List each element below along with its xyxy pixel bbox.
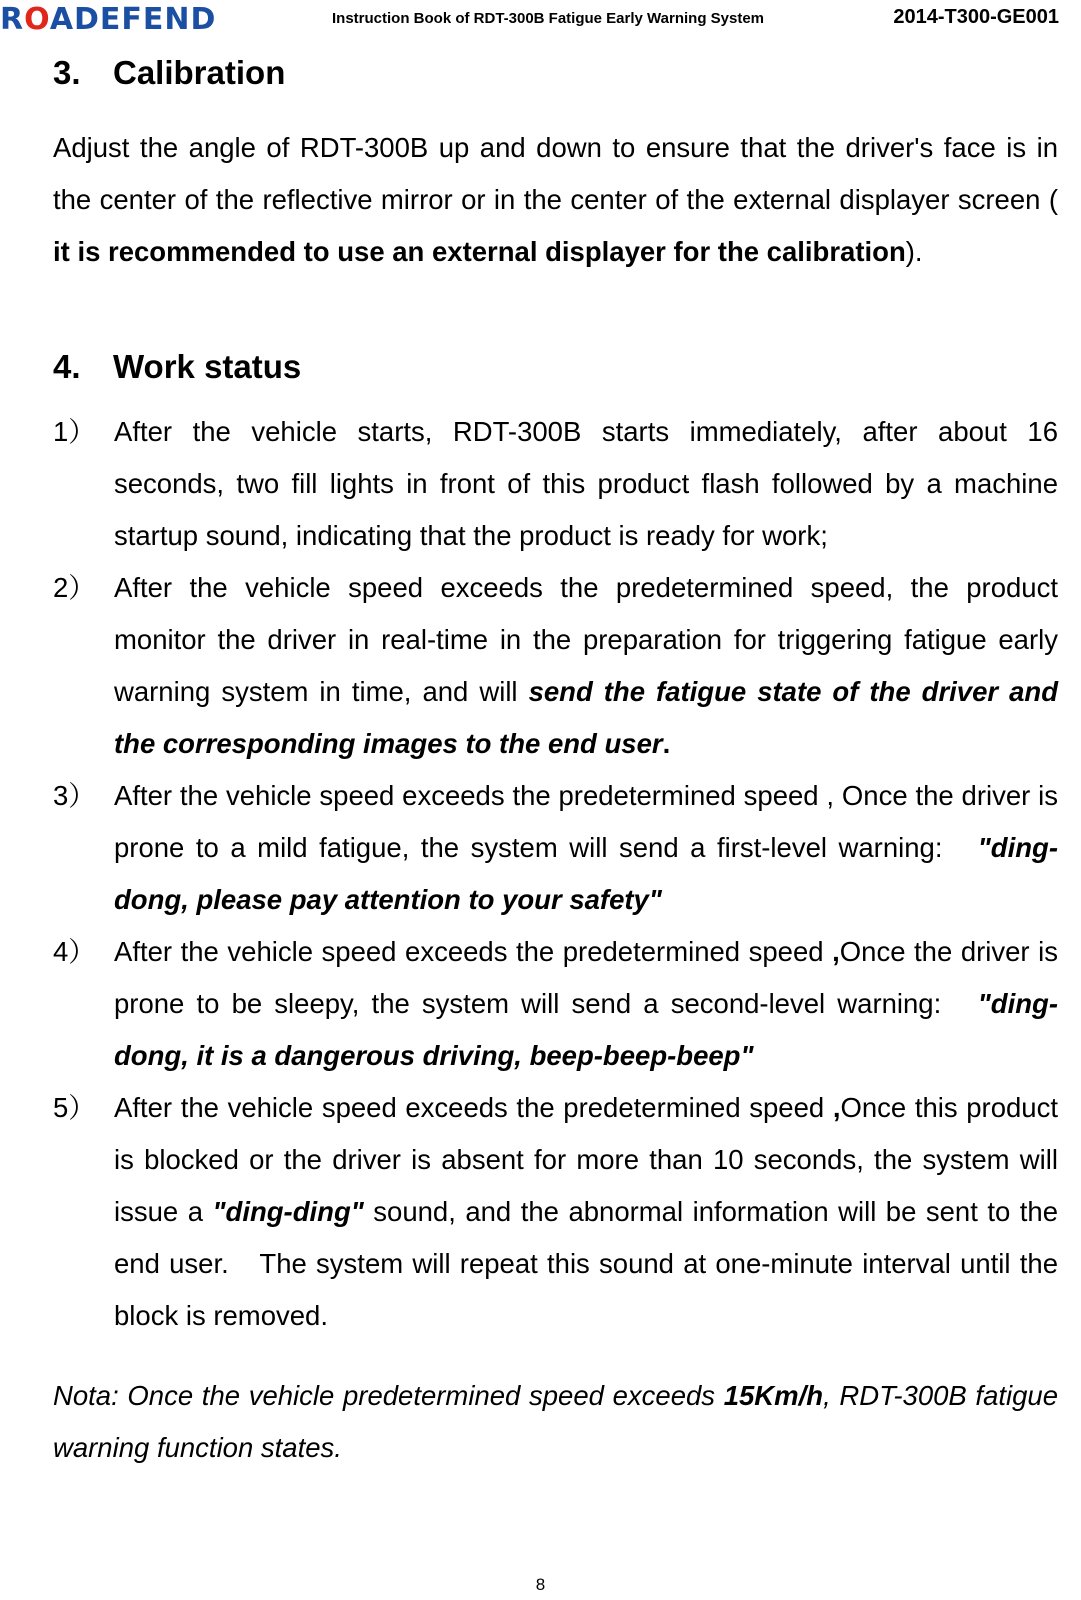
calibration-paragraph [53, 122, 1058, 278]
calibration-text: Adjust the angle of RDT-300B up and down to ensure that the driver's face is in the center of the reflective mirror or in the center of the external displayer screen ( [53, 132, 1058, 215]
warning-quote: "ding-ding" [212, 1196, 364, 1227]
section-3-number: 3. [53, 54, 81, 91]
list-item-text [114, 1082, 1058, 1342]
page-header [0, 0, 1081, 40]
company-logo: ROADEFEND [0, 2, 217, 37]
note-paragraph [53, 1370, 1058, 1474]
list-item-comma: , [832, 936, 840, 967]
list-item-index: 1） [53, 416, 96, 447]
list-item-body-cont: Once this product is blocked or the driver is absent for more than 10 seconds, the system will issue a [114, 1092, 1058, 1227]
calibration-recommendation: it is recommended to use an external displayer for the calibration [53, 236, 906, 267]
list-item-text [114, 406, 1058, 562]
list-item-text [114, 926, 1058, 1082]
list-item-comma: , [832, 1092, 841, 1123]
list-item-index: 4） [53, 936, 96, 967]
list-item-body: After the vehicle speed exceeds the predetermined speed [114, 936, 833, 967]
list-item [53, 926, 1058, 1082]
list-item [53, 406, 1058, 562]
list-item-body-end: sound, and the abnormal information will be sent to the end user. The system will repeat this sound at one-minute interval until the block is removed. [114, 1196, 1058, 1331]
section-4-heading [53, 348, 1058, 386]
list-item-emphasis: send the fatigue state of the driver and the corresponding images to the end user [114, 676, 1058, 759]
section-3-title: Calibration [113, 54, 286, 91]
list-item-body: After the vehicle starts, RDT-300B starts immediately, after about 16 seconds, two fill lights in front of this product flash followed by a machine startup sound, indicating that the product is ready for work; [114, 416, 1058, 551]
note-text-end: , RDT-300B fatigue warning function states. [53, 1379, 1058, 1463]
page-number: 8 [535, 1575, 546, 1594]
warning-quote: "ding-dong, it is a dangerous driving, beep-beep-beep" [114, 988, 1058, 1071]
note-text: Nota: Once the vehicle predetermined speed exceeds [53, 1379, 724, 1411]
list-item-body: After the vehicle speed exceeds the predetermined speed, the product monitor the driver in real-time in the preparation for triggering fatigue early warning system in time, and will [114, 572, 1058, 707]
list-item-body-cont: Once the driver is prone to be sleepy, the system will send a second-level warning: [114, 936, 1058, 1019]
section-4-number: 4. [53, 348, 81, 385]
section-4-title: Work status [113, 348, 302, 385]
list-item-body: After the vehicle speed exceeds the predetermined speed [114, 1092, 833, 1123]
list-item [53, 770, 1058, 926]
work-status-list [53, 406, 1058, 1342]
list-item [53, 1082, 1058, 1342]
note-speed: 15Km/h [723, 1379, 824, 1411]
warning-quote: "ding-dong, please pay attention to your safety" [114, 832, 1058, 915]
list-item-index: 2） [53, 572, 96, 603]
page-content [53, 50, 1058, 1501]
list-item-text [114, 770, 1058, 926]
document-title: Instruction Book of RDT-300B Fatigue Early Warning System [332, 10, 765, 27]
document-code: 2014-T300-GE001 [893, 6, 1059, 28]
list-item-index: 5） [53, 1092, 96, 1123]
list-item-index: 3） [53, 780, 96, 811]
list-item-text [114, 562, 1058, 770]
section-3-heading [53, 54, 1058, 92]
list-item-end: . [662, 728, 671, 759]
calibration-text-end: ). [905, 236, 923, 267]
list-item [53, 562, 1058, 770]
list-item-body: After the vehicle speed exceeds the predetermined speed , Once the driver is prone to a mild fatigue, the system will send a first-level warning: [114, 780, 1058, 863]
